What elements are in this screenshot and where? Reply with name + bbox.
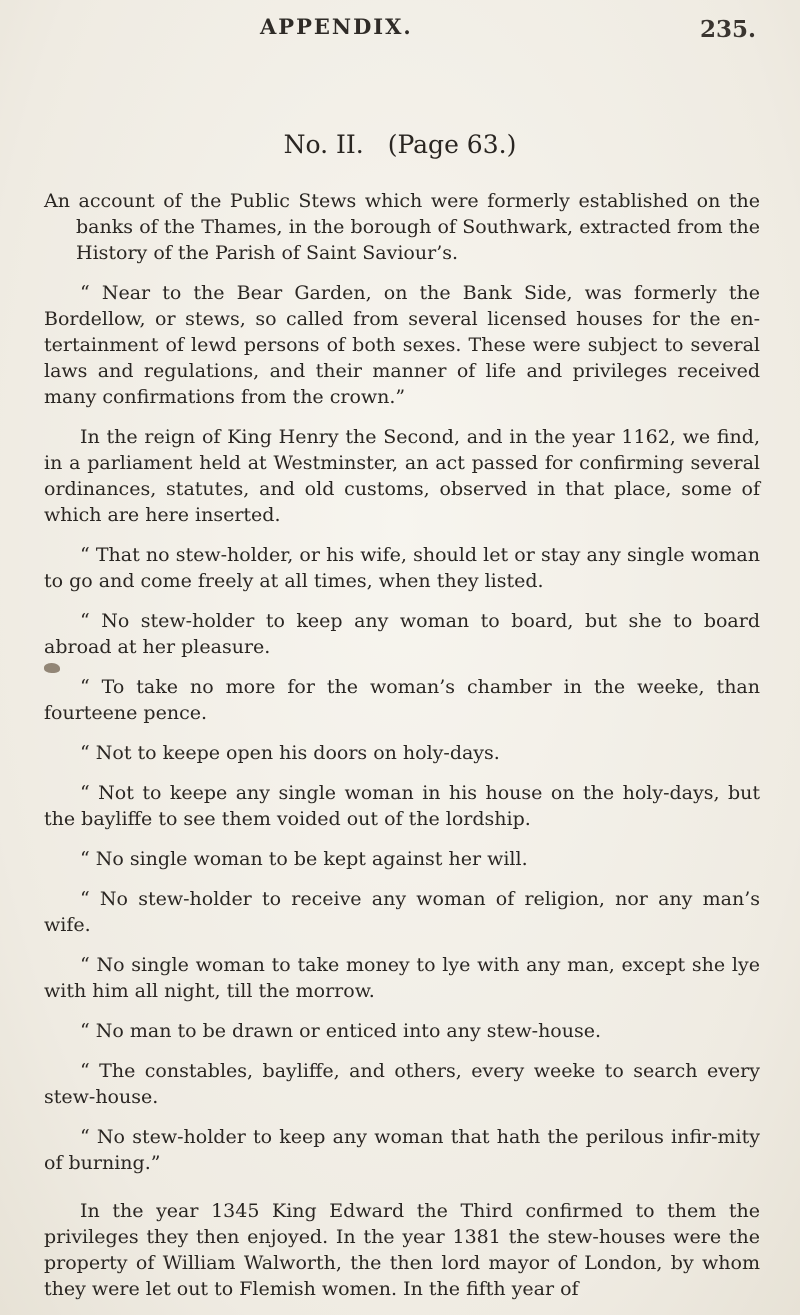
paragraph: In the year 1345 King Edward the Third confirmed to them the privileges they then enjoyed. In the year 1381 the stew-houses were the property of William Walworth, the then lord mayor of London, by whom they were let out to Flemish women. In the fifth year of bbox=[44, 1200, 760, 1300]
ordinance-item: “ No single woman to be kept against her will. bbox=[80, 848, 528, 870]
spacer bbox=[44, 1190, 760, 1198]
ordinance-item: “ No stew-holder to keep any woman to board, but she to board abroad at her pleasure. bbox=[44, 610, 760, 658]
ordinance-item: “ Not to keepe any single woman in his house on the holy-days, but the bayliffe to see them voided out of the lordship. bbox=[44, 782, 760, 830]
ordinance-item: “ No stew-holder to receive any woman of religion, nor any man’s wife. bbox=[44, 888, 760, 936]
ordinance-item: “ The constables, bayliffe, and others, every weeke to search every stew-house. bbox=[44, 1060, 760, 1108]
ordinance-item: “ No man to be drawn or enticed into any stew-house. bbox=[80, 1020, 602, 1042]
body-text bbox=[44, 188, 760, 1315]
paragraph: In the reign of King Henry the Second, and in the year 1162, we find, in a parliament held at Westminster, an act passed for confirming several ordinances, statutes, and old customs, observed in that place, some of which are here inserted. bbox=[44, 426, 760, 526]
running-title: APPENDIX. bbox=[260, 14, 413, 39]
ordinance-item: “ No stew-holder to keep any woman that hath the perilous infir-mity of burning.” bbox=[44, 1126, 760, 1174]
paragraph: “ Near to the Bear Garden, on the Bank Side, was formerly the Bordellow, or stews, so called from several licensed houses for the en-tertainment of lewd persons of both sexes. These were subject to several laws and regulations, and their manner of life and privileges received many confirmations from the crown.” bbox=[44, 282, 760, 408]
page-reference: (Page 63.) bbox=[387, 130, 517, 159]
appendix-number: No. II. bbox=[283, 130, 364, 159]
intro-paragraph: An account of the Public Stews which were formerly established on the banks of the Thames, in the borough of Southwark, extracted from the History of the Parish of Saint Saviour’s. bbox=[44, 190, 760, 264]
page-number: 235. bbox=[700, 16, 757, 43]
ordinance-item: “ To take no more for the woman’s chamber in the weeke, than fourteene pence. bbox=[44, 676, 760, 724]
ordinance-item: “ That no stew-holder, or his wife, should let or stay any single woman to go and come freely at all times, when they listed. bbox=[44, 544, 760, 592]
ordinance-item: “ No single woman to take money to lye with any man, except she lye with him all night, till the morrow. bbox=[44, 954, 760, 1002]
ordinance-item: “ Not to keepe open his doors on holy-days. bbox=[80, 742, 500, 764]
appendix-heading bbox=[0, 130, 800, 159]
running-head bbox=[0, 14, 800, 54]
